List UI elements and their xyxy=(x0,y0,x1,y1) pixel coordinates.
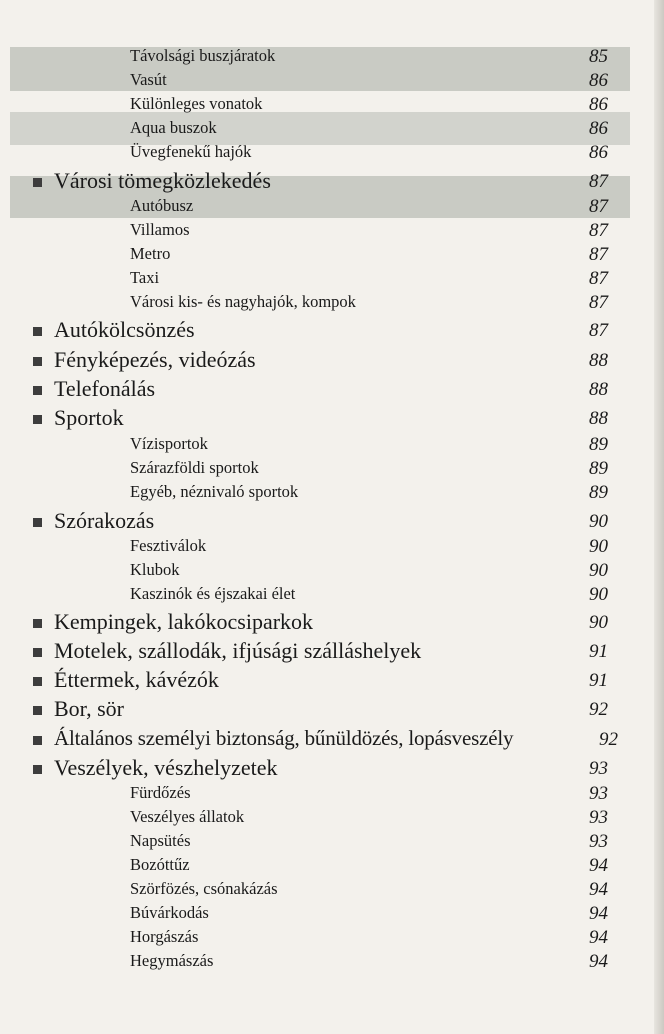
entry-page: 90 xyxy=(589,612,608,633)
entry-page: 87 xyxy=(589,171,608,192)
entry-page: 86 xyxy=(589,94,608,115)
section-title: Bor, sör xyxy=(54,696,125,721)
section-title: Kempingek, lakókocsiparkok xyxy=(54,609,314,634)
section-title: Telefonálás xyxy=(54,376,156,401)
entry-title: Különleges vonatok xyxy=(130,94,263,113)
section-title: Veszélyek, vészhelyzetek xyxy=(54,755,278,780)
entry-title: Üvegfenekű hajók xyxy=(130,142,252,161)
entry-page: 90 xyxy=(589,584,608,605)
entry-page: 86 xyxy=(589,142,608,163)
entry-page: 94 xyxy=(589,927,608,948)
entry-page: 94 xyxy=(589,951,608,972)
entry-title: Aqua buszok xyxy=(130,118,217,137)
entry-page: 88 xyxy=(589,379,608,400)
entry-page: 92 xyxy=(599,729,618,750)
entry-page: 91 xyxy=(589,670,608,691)
entry-page: 91 xyxy=(589,641,608,662)
entry-page: 87 xyxy=(589,196,608,217)
entry-page: 86 xyxy=(589,70,608,91)
entry-title: Vasút xyxy=(130,70,167,89)
entry-page: 89 xyxy=(589,458,608,479)
square-bullet-icon xyxy=(33,415,42,424)
entry-title: Metro xyxy=(130,244,171,263)
entry-page: 94 xyxy=(589,879,608,900)
entry-page: 92 xyxy=(589,699,608,720)
entry-page: 87 xyxy=(589,244,608,265)
square-bullet-icon xyxy=(33,736,42,745)
entry-page: 90 xyxy=(589,511,608,532)
entry-page: 87 xyxy=(589,268,608,289)
entry-title: Veszélyes állatok xyxy=(130,807,245,826)
section-title: Általános személyi biztonság, bűnüldözés, lopásveszély xyxy=(54,726,514,750)
entry-page: 94 xyxy=(589,855,608,876)
entry-title: Fesztiválok xyxy=(130,536,207,555)
page-edge-shadow xyxy=(654,0,664,1034)
header-band-2 xyxy=(10,112,630,145)
entry-title: Horgászás xyxy=(130,927,199,946)
square-bullet-icon xyxy=(33,327,42,336)
entry-page: 87 xyxy=(589,220,608,241)
square-bullet-icon xyxy=(33,178,42,187)
entry-title: Bozóttűz xyxy=(130,855,190,874)
entry-page: 88 xyxy=(589,408,608,429)
entry-title: Fürdőzés xyxy=(130,783,191,802)
entry-title: Búvárkodás xyxy=(130,903,209,922)
entry-page: 88 xyxy=(589,350,608,371)
entry-page: 90 xyxy=(589,560,608,581)
entry-title: Vízisportok xyxy=(130,434,208,453)
square-bullet-icon xyxy=(33,765,42,774)
entry-title: Szörfözés, csónakázás xyxy=(130,879,278,898)
header-band-1 xyxy=(10,47,630,91)
section-title: Városi tömegközlekedés xyxy=(54,168,271,193)
entry-title: Távolsági buszjáratok xyxy=(130,46,276,65)
entry-title: Autóbusz xyxy=(130,196,194,215)
entry-page: 93 xyxy=(589,783,608,804)
entry-page: 85 xyxy=(589,46,608,67)
entry-page: 89 xyxy=(589,434,608,455)
square-bullet-icon xyxy=(33,518,42,527)
section-title: Éttermek, kávézók xyxy=(54,667,219,692)
entry-title: Taxi xyxy=(130,268,160,287)
square-bullet-icon xyxy=(33,677,42,686)
entry-page: 93 xyxy=(589,758,608,779)
entry-page: 93 xyxy=(589,807,608,828)
entry-title: Villamos xyxy=(130,220,190,239)
section-title: Fényképezés, videózás xyxy=(54,347,256,372)
entry-page: 87 xyxy=(589,292,608,313)
entry-title: Klubok xyxy=(130,560,180,579)
entry-page: 86 xyxy=(589,118,608,139)
square-bullet-icon xyxy=(33,706,42,715)
entry-title: Városi kis- és nagyhajók, kompok xyxy=(130,292,356,311)
entry-title: Hegymászás xyxy=(130,951,214,970)
entry-page: 94 xyxy=(589,903,608,924)
entry-page: 87 xyxy=(589,320,608,341)
section-title: Motelek, szállodák, ifjúsági szálláshelyek xyxy=(54,638,422,663)
square-bullet-icon xyxy=(33,619,42,628)
square-bullet-icon xyxy=(33,386,42,395)
section-title: Autókölcsönzés xyxy=(54,317,195,342)
entry-page: 89 xyxy=(589,482,608,503)
entry-title: Szárazföldi sportok xyxy=(130,458,259,477)
entry-title: Napsütés xyxy=(130,831,191,850)
entry-title: Egyéb, néznivaló sportok xyxy=(130,482,299,501)
section-title: Sportok xyxy=(54,405,124,430)
square-bullet-icon xyxy=(33,648,42,657)
section-title: Szórakozás xyxy=(54,508,155,533)
entry-page: 93 xyxy=(589,831,608,852)
entry-page: 90 xyxy=(589,536,608,557)
entry-title: Kaszinók és éjszakai élet xyxy=(130,584,296,603)
square-bullet-icon xyxy=(33,357,42,366)
